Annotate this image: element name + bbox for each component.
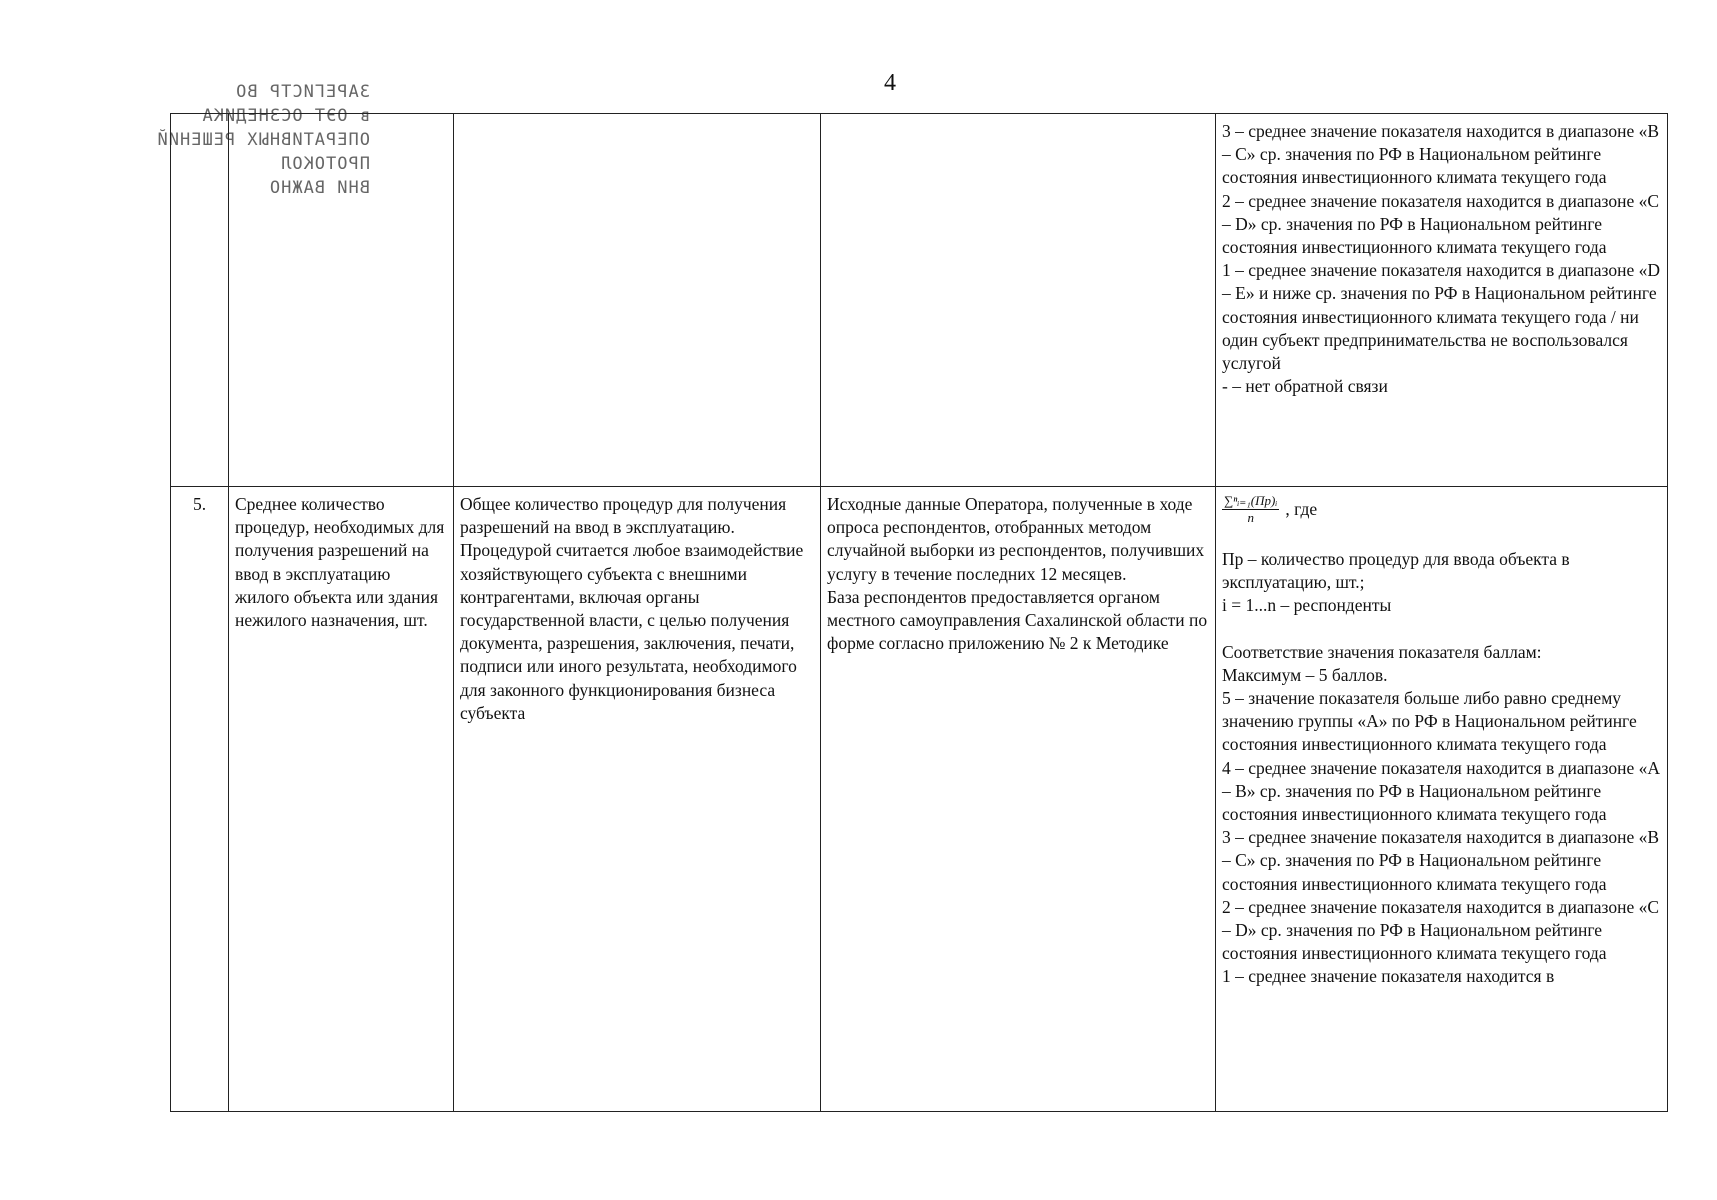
- stamp-line: ОПЕРАТИВНЫХ РЕШЕНИЙ: [156, 130, 370, 150]
- spacer: [1222, 618, 1661, 641]
- cell-scoring: [1216, 487, 1668, 1112]
- page-number: 4: [884, 70, 896, 96]
- cell-indicator-name: [229, 114, 454, 487]
- cell-data-source: [821, 114, 1216, 487]
- table-row: [171, 487, 1668, 1112]
- cell-scoring: 3 – среднее значение показателя находится в диапазоне «В – С» ср. значения по РФ в Национальном рейтинге состояния инвестиционного климата текущего года 2 – среднее значение показателя находится в диапазоне «С – D» ср. значения по РФ в Национальном рейтинге состояния инвестиционного климата текущего года 1 – среднее значение показателя находится в диапазоне «D – E» и ниже ср. значения по РФ в Национальном рейтинге состояния инвестиционного климата текущего года / ни один субъект предпринимательства не воспользовался услугой - – нет обратной связи: [1216, 114, 1668, 487]
- cell-number: 5.: [171, 487, 229, 1112]
- stamp-line: ЗАРЕГИСТР ВО: [235, 82, 370, 102]
- formula-denominator: n: [1247, 510, 1254, 525]
- formula-fraction: [1222, 493, 1279, 526]
- stamp-line: ПРОТОКОЛ: [280, 154, 370, 174]
- formula-tail: , где: [1285, 498, 1318, 519]
- cell-definition: [454, 114, 821, 487]
- cell-number: [171, 114, 229, 487]
- stamp-line: в ОЭТ ОСЗНЕДИКА: [201, 106, 370, 126]
- stamp-line: ВНИ ВАЖНО: [268, 178, 370, 198]
- scoring-text: Соответствие значения показателя баллам: Максимум – 5 баллов. 5 – значение показателя больше либо равно среднему значению группы «А» по РФ в Национальном рейтинге состояния инвестиционного климата текущего года 4 – среднее значение показателя находится в диапазоне «А – В» ср. значения по РФ в Национальном рейтинге состояния инвестиционного климата текущего года 3 – среднее значение показателя находится в диапазоне «В – С» ср. значения по РФ в Национальном рейтинге состояния инвестиционного климата текущего года 2 – среднее значение показателя находится в диапазоне «С – D» ср. значения по РФ в Национальном рейтинге состояния инвестиционного климата текущего года 1 – среднее значение показателя находится в: [1222, 641, 1661, 987]
- cell-data-source: Исходные данные Оператора, полученные в ходе опроса респондентов, отобранных методом случайной выборки из респондентов, получивших услугу в течение последних 12 месяцев. База респондентов предоставляется органом местного самоуправления Сахалинской области по форме согласно приложению № 2 к Методике: [821, 487, 1216, 1112]
- indicator-table: [170, 113, 1668, 1112]
- table-row: [171, 114, 1668, 487]
- formula-legend: Пр – количество процедур для ввода объекта в эксплуатацию, шт.; i = 1...n – респонденты: [1222, 549, 1570, 616]
- formula: [1222, 493, 1661, 526]
- cell-indicator-name: Среднее количество процедур, необходимых для получения разрешений на ввод в эксплуатацию жилого объекта или здания нежилого назначения, шт.: [229, 487, 454, 1112]
- formula-numerator: ∑ⁿᵢ₌₁(Пр)ᵢ: [1224, 493, 1278, 508]
- cell-definition: Общее количество процедур для получения разрешений на ввод в эксплуатацию. Процедурой считается любое взаимодействие хозяйствующего субъекта с внешними контрагентами, включая органы государственной власти, с целью получения документа, разрешения, заключения, печати, подписи или иного результата, необходимого для законного функционирования бизнеса субъекта: [454, 487, 821, 1112]
